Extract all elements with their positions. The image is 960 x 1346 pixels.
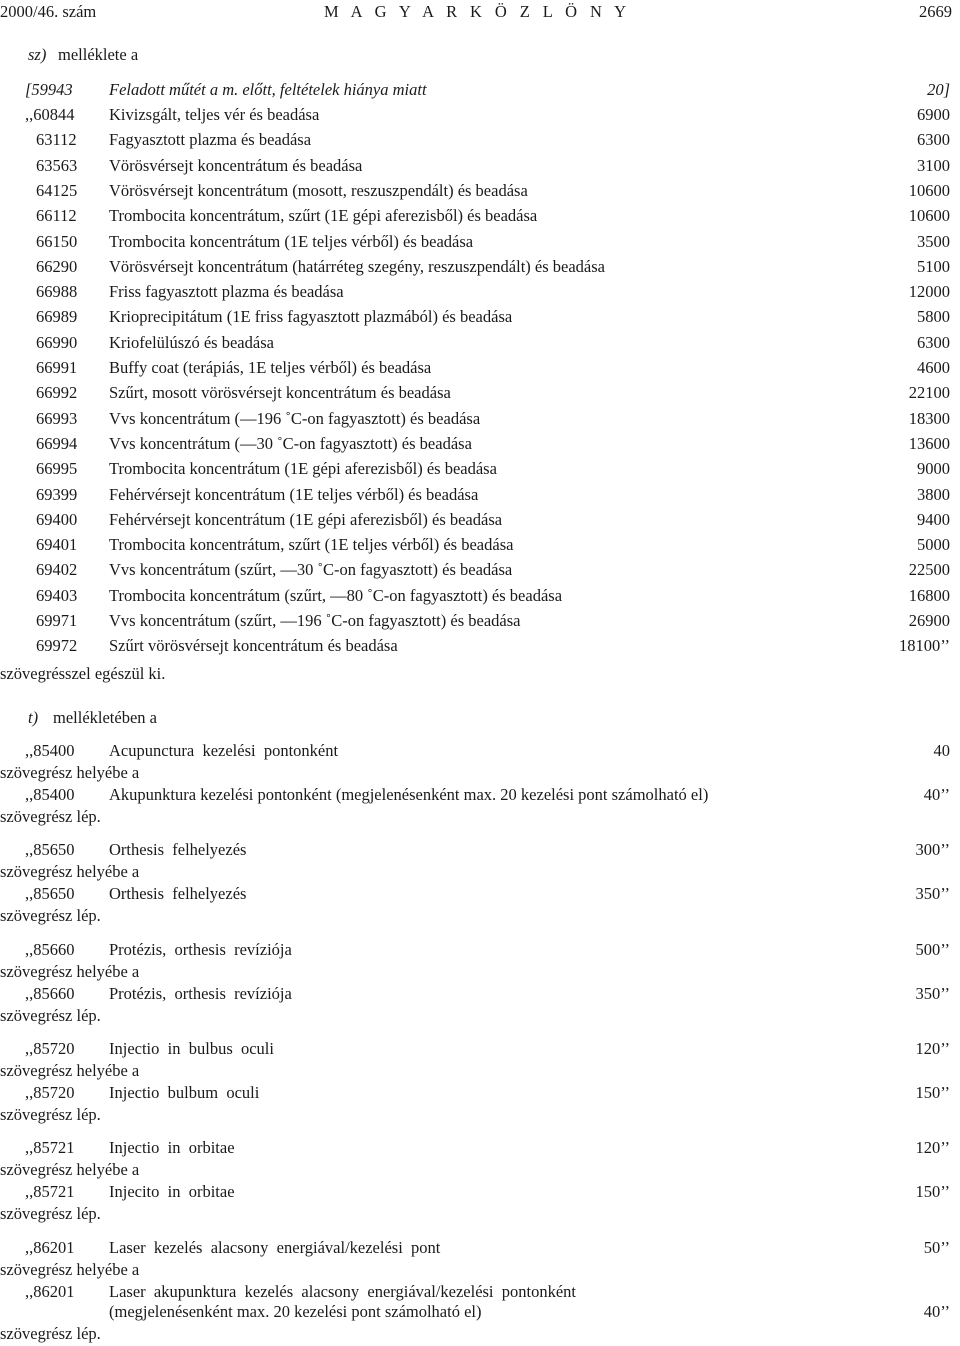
item-description: Trombocita koncentrátum (1E gépi aferezisből) és beadása	[109, 459, 497, 479]
table-row	[0, 282, 960, 304]
item-description: Fehérvérsejt koncentrátum (1E gépi aferezisből) és beadása	[109, 509, 503, 529]
table-row	[0, 1182, 960, 1204]
item-description: Vvs koncentrátum (szűrt, —196 ˚C-on fagyasztott) és beadása	[109, 611, 521, 630]
table-row	[0, 383, 960, 405]
item-description: Akupunktura kezelési pontonként (megjelenésenként max. 20 kezelési pont számolható el)	[109, 785, 709, 804]
item-value: 10600	[908, 206, 950, 226]
item-value: 16800	[908, 585, 950, 605]
closing-text: szövegrésszel egészül ki.	[0, 664, 166, 683]
item-code: ,,85660	[25, 984, 75, 1003]
item-description: Trombocita koncentrátum, szűrt (1E teljes vérből) és beadása	[109, 535, 514, 555]
replacement-phrase: szövegrész helyébe a	[0, 1260, 140, 1279]
table-row	[0, 409, 960, 431]
item-description: Kriofelülúszó és beadása	[109, 332, 274, 352]
replacement-phrase: szövegrész helyébe a	[0, 962, 140, 981]
item-description: Protézis, orthesis revíziója	[109, 984, 292, 1003]
item-code: 66993	[36, 408, 78, 428]
page-number: 2669	[919, 2, 952, 21]
section-t-heading	[0, 708, 960, 730]
item-description: Vvs koncentrátum (szűrt, —30 ˚C-on fagyasztott) és beadása	[109, 560, 513, 580]
item-value: 5000	[917, 535, 950, 555]
table-row	[0, 586, 960, 608]
text-line	[0, 862, 960, 884]
replacement-phrase: szövegrész lép.	[0, 1006, 101, 1025]
item-value: 350’’	[915, 884, 950, 903]
table-row	[0, 840, 960, 862]
item-code: ,,85721	[25, 1138, 75, 1157]
section-sz-heading	[0, 45, 960, 67]
table-row	[0, 459, 960, 481]
item-description: Acupunctura kezelési pontonként	[109, 741, 339, 760]
item-value: 6300	[917, 332, 950, 352]
item-value: 5800	[917, 307, 950, 327]
text-line	[0, 962, 960, 984]
table-row	[0, 940, 960, 962]
item-code: 64125	[36, 180, 78, 200]
item-value: 500’’	[915, 940, 950, 959]
item-value: 9400	[917, 509, 950, 529]
section-heading-text: melléklete a	[58, 45, 139, 64]
journal-title: M A G Y A R K Ö Z L Ö N Y	[324, 2, 631, 21]
item-value: 40	[933, 741, 950, 760]
replacement-phrase: szövegrész helyébe a	[0, 1160, 140, 1179]
table-row	[0, 1302, 960, 1324]
text-line	[0, 763, 960, 785]
item-description: Injecito in orbitae	[109, 1182, 235, 1201]
item-description: Szűrt vörösvérsejt koncentrátum és beadása	[109, 636, 398, 656]
item-code: ,,85720	[25, 1039, 75, 1058]
table-row	[0, 535, 960, 557]
text-line	[0, 1006, 960, 1028]
item-description: Injectio bulbum oculi	[109, 1083, 260, 1102]
item-code: ,,85660	[25, 940, 75, 959]
item-value: 20]	[927, 80, 950, 99]
item-value: 10600	[908, 180, 950, 200]
item-code: ,,85720	[25, 1083, 75, 1102]
item-description: Vvs koncentrátum (—196 ˚C-on fagyasztott) és beadása	[109, 408, 481, 428]
issue-number: 2000/46. szám	[0, 2, 97, 21]
replacement-phrase: szövegrész helyébe a	[0, 862, 140, 881]
item-value: 3500	[917, 231, 950, 251]
table-row	[0, 1282, 960, 1304]
table-row	[0, 1083, 960, 1105]
item-code: ,,85650	[25, 884, 75, 903]
item-code: 66990	[36, 332, 78, 352]
item-code: 66988	[36, 282, 78, 302]
item-code: 66992	[36, 383, 78, 403]
section-sz-closing	[0, 664, 960, 686]
item-description: Trombocita koncentrátum, szűrt (1E gépi aferezisből) és beadása	[109, 206, 538, 226]
table-row	[0, 130, 960, 152]
table-row	[0, 510, 960, 532]
item-code: 66290	[36, 256, 78, 276]
item-description: Fehérvérsejt koncentrátum (1E teljes vérből) és beadása	[109, 484, 479, 504]
item-code: ,,86201	[25, 1282, 75, 1301]
text-line	[0, 1324, 960, 1346]
item-description: Injectio in orbitae	[109, 1138, 235, 1157]
item-description: Injectio in bulbus oculi	[109, 1039, 274, 1058]
replacement-phrase: szövegrész helyébe a	[0, 763, 140, 782]
text-line	[0, 1204, 960, 1226]
table-row	[0, 206, 960, 228]
item-description: Kivizsgált, teljes vér és beadása	[109, 105, 320, 124]
item-value: 150’’	[915, 1083, 950, 1102]
table-row	[0, 1138, 960, 1160]
item-code: 69400	[36, 509, 78, 529]
section-letter: t)	[28, 708, 39, 727]
item-code: 66989	[36, 307, 78, 327]
text-line	[0, 1260, 960, 1282]
table-row	[0, 984, 960, 1006]
item-description: Feladott műtét a m. előtt, feltételek hiánya miatt	[109, 80, 427, 99]
item-code: 66150	[36, 231, 78, 251]
item-description: Szűrt, mosott vörösvérsejt koncentrátum és beadása	[109, 383, 451, 403]
item-code: ,,85400	[25, 785, 75, 804]
item-value: 150’’	[915, 1182, 950, 1201]
table-row	[0, 485, 960, 507]
table-row	[0, 232, 960, 254]
item-value: 120’’	[915, 1138, 950, 1157]
item-description: Fagyasztott plazma és beadása	[109, 130, 312, 150]
item-description: Buffy coat (terápiás, 1E teljes vérből) és beadása	[109, 358, 432, 377]
item-value: 18100’’	[898, 636, 950, 656]
replacement-phrase: szövegrész lép.	[0, 906, 101, 925]
table-row	[0, 434, 960, 456]
text-line	[0, 1061, 960, 1083]
item-code: 66112	[36, 206, 77, 226]
item-value: 22500	[908, 560, 950, 580]
item-value: 300’’	[915, 840, 950, 859]
item-description: Vörösvérsejt koncentrátum és beadása	[109, 155, 363, 175]
table-row	[0, 156, 960, 178]
replacement-phrase: szövegrész lép.	[0, 807, 101, 826]
item-code: ,,86201	[25, 1238, 75, 1257]
item-code: 69971	[36, 611, 78, 630]
item-value: 40’’	[923, 785, 950, 804]
item-description: Vörösvérsejt koncentrátum (mosott, reszuszpendált) és beadása	[109, 180, 528, 200]
replacement-phrase: szövegrész helyébe a	[0, 1061, 140, 1080]
item-description: Protézis, orthesis revíziója	[109, 940, 292, 959]
table-row	[0, 560, 960, 582]
item-code: ,,85650	[25, 840, 75, 859]
table-row	[0, 636, 960, 658]
item-value: 350’’	[915, 984, 950, 1003]
item-description: Trombocita koncentrátum (szűrt, —80 ˚C-on fagyasztott) és beadása	[109, 585, 563, 605]
item-description: Orthesis felhelyezés	[109, 884, 247, 903]
page-header	[0, 2, 955, 26]
item-code: 69401	[36, 535, 78, 555]
item-code: 66995	[36, 459, 78, 479]
item-value: 40’’	[923, 1302, 950, 1321]
item-code: 69399	[36, 484, 78, 504]
item-description: Laser akupunktura kezelés alacsony energiával/kezelési pontonként	[109, 1282, 577, 1301]
item-description: Orthesis felhelyezés	[109, 840, 247, 859]
section-heading-text: mellékletében a	[53, 708, 157, 727]
item-code: 66994	[36, 433, 78, 453]
table-row	[0, 181, 960, 203]
table-row	[0, 333, 960, 355]
item-code: [59943	[25, 80, 73, 99]
item-code: ,,60844	[25, 105, 75, 124]
item-description: Friss fagyasztott plazma és beadása	[109, 282, 344, 302]
table-row	[0, 785, 960, 807]
item-code: 69402	[36, 560, 78, 580]
table-row	[0, 257, 960, 279]
item-value: 50’’	[923, 1238, 950, 1257]
text-line	[0, 1105, 960, 1127]
item-value: 3800	[917, 484, 950, 504]
item-code: 69972	[36, 636, 78, 656]
replacement-phrase: szövegrész lép.	[0, 1324, 101, 1343]
table-row	[0, 105, 960, 127]
item-description: Krioprecipitátum (1E friss fagyasztott plazmából) és beadása	[109, 307, 513, 327]
item-description: (megjelenésenként max. 20 kezelési pont számolható el)	[109, 1302, 482, 1321]
table-row	[0, 884, 960, 906]
table-row	[0, 307, 960, 329]
table-row	[0, 358, 960, 380]
item-value: 5100	[917, 256, 950, 276]
item-value: 13600	[908, 433, 950, 453]
item-value: 22100	[908, 383, 950, 403]
item-code: ,,85400	[25, 741, 75, 760]
item-value: 6300	[917, 130, 950, 150]
item-description: Vvs koncentrátum (—30 ˚C-on fagyasztott) és beadása	[109, 433, 472, 453]
item-value: 120’’	[915, 1039, 950, 1058]
text-line	[0, 807, 960, 829]
item-value: 26900	[908, 611, 950, 630]
item-code: 66991	[36, 358, 78, 377]
table-row	[0, 741, 960, 763]
item-description: Laser kezelés alacsony energiával/kezelési pont	[109, 1238, 441, 1257]
item-value: 4600	[917, 358, 950, 377]
item-description: Trombocita koncentrátum (1E teljes vérből) és beadása	[109, 231, 474, 251]
table-row	[0, 80, 960, 102]
item-description: Vörösvérsejt koncentrátum (határréteg szegény, reszuszpendált) és beadása	[109, 256, 605, 276]
item-value: 12000	[908, 282, 950, 302]
item-code: 63563	[36, 155, 78, 175]
item-code: 69403	[36, 585, 78, 605]
replacement-phrase: szövegrész lép.	[0, 1204, 101, 1223]
table-row	[0, 611, 960, 633]
text-line	[0, 1160, 960, 1182]
item-code: 63112	[36, 130, 77, 150]
item-value: 3100	[917, 155, 950, 175]
section-letter: sz)	[28, 45, 47, 64]
item-code: ,,85721	[25, 1182, 75, 1201]
item-value: 18300	[908, 408, 950, 428]
replacement-phrase: szövegrész lép.	[0, 1105, 101, 1124]
text-line	[0, 906, 960, 928]
item-value: 6900	[917, 105, 950, 124]
table-row	[0, 1238, 960, 1260]
item-value: 9000	[917, 459, 950, 479]
table-row	[0, 1039, 960, 1061]
